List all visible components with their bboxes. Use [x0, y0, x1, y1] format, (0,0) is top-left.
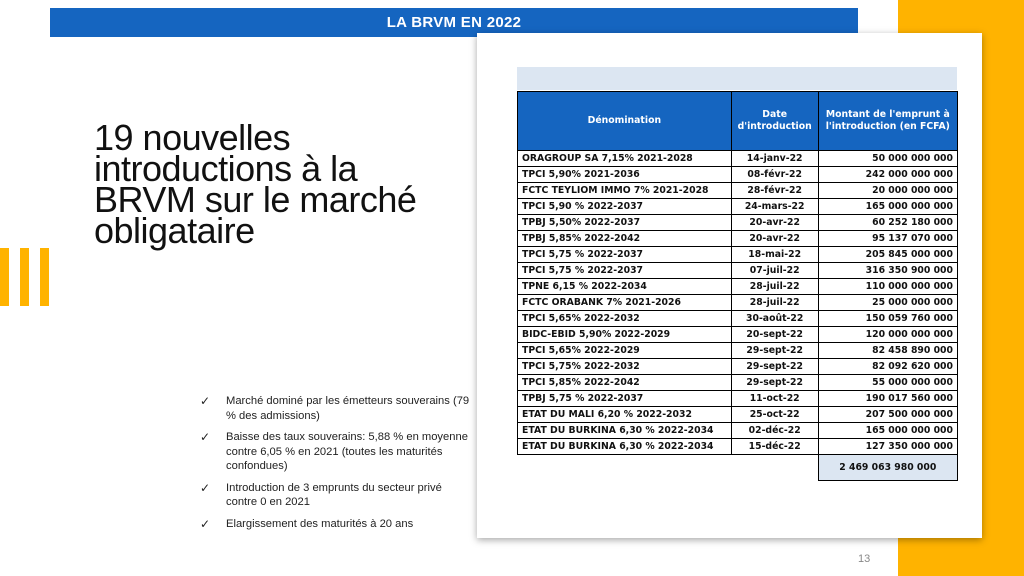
table-body [518, 151, 958, 455]
bullet-item [200, 517, 470, 532]
intro-date-cell: 28-juil-22 [731, 295, 818, 311]
column-header: Date d'introduction [731, 92, 818, 151]
table-row [518, 151, 958, 167]
header-title: LA BRVM EN 2022 [386, 14, 522, 31]
intro-date-cell: 20-avr-22 [731, 215, 818, 231]
intro-date-cell: 07-juil-22 [731, 263, 818, 279]
intro-date-cell: 02-déc-22 [731, 423, 818, 439]
amount-cell: 20 000 000 000 [818, 183, 957, 199]
intro-date-cell: 08-févr-22 [731, 167, 818, 183]
intro-date-cell: 29-sept-22 [731, 359, 818, 375]
bond-name-cell: TPBJ 5,50% 2022-2037 [518, 215, 732, 231]
bond-name-cell: ETAT DU BURKINA 6,30 % 2022-2034 [518, 439, 732, 455]
column-header: Dénomination [518, 92, 732, 151]
table-row [518, 167, 958, 183]
bond-name-cell: TPCI 5,90% 2021-2036 [518, 167, 732, 183]
table-row [518, 247, 958, 263]
intro-date-cell: 24-mars-22 [731, 199, 818, 215]
total-spacer [731, 455, 818, 481]
amount-cell: 127 350 000 000 [818, 439, 957, 455]
intro-date-cell: 14-janv-22 [731, 151, 818, 167]
table-row [518, 359, 958, 375]
bond-name-cell: FCTC TEYLIOM IMMO 7% 2021-2028 [518, 183, 732, 199]
checkmark-icon: ✓ [200, 480, 211, 495]
table-row [518, 327, 958, 343]
bond-name-cell: TPCI 5,75% 2022-2032 [518, 359, 732, 375]
bond-name-cell: TPNE 6,15 % 2022-2034 [518, 279, 732, 295]
amount-cell: 207 500 000 000 [818, 407, 957, 423]
table-row [518, 407, 958, 423]
amount-cell: 95 137 070 000 [818, 231, 957, 247]
bond-name-cell: TPCI 5,75 % 2022-2037 [518, 247, 732, 263]
amount-cell: 110 000 000 000 [818, 279, 957, 295]
intro-date-cell: 20-avr-22 [731, 231, 818, 247]
decorative-bar [0, 248, 9, 306]
checkmark-icon: ✓ [200, 430, 211, 444]
table-row [518, 391, 958, 407]
intro-date-cell: 18-mai-22 [731, 247, 818, 263]
total-spacer [518, 455, 732, 481]
bullet-list [200, 394, 470, 538]
table-row [518, 263, 958, 279]
table-top-strip [517, 67, 957, 90]
amount-cell: 165 000 000 000 [818, 423, 957, 439]
amount-cell: 25 000 000 000 [818, 295, 957, 311]
table-row [518, 423, 958, 439]
amount-cell: 165 000 000 000 [818, 199, 957, 215]
total-row [518, 455, 958, 481]
bullet-item [200, 481, 470, 510]
amount-cell: 205 845 000 000 [818, 247, 957, 263]
table-row [518, 231, 958, 247]
intro-date-cell: 11-oct-22 [731, 391, 818, 407]
intro-date-cell: 29-sept-22 [731, 375, 818, 391]
bond-name-cell: ETAT DU MALI 6,20 % 2022-2032 [518, 407, 732, 423]
bullet-text: Introduction de 3 emprunts du secteur privé contre 0 en 2021 [226, 481, 442, 508]
table-row [518, 311, 958, 327]
bullet-item [200, 430, 470, 474]
bond-name-cell: ETAT DU BURKINA 6,30 % 2022-2034 [518, 423, 732, 439]
decorative-bar [40, 248, 49, 306]
table-row [518, 295, 958, 311]
bullet-text: Elargissement des maturités à 20 ans [226, 517, 414, 530]
amount-cell: 190 017 560 000 [818, 391, 957, 407]
intro-date-cell: 25-oct-22 [731, 407, 818, 423]
bond-name-cell: TPCI 5,85% 2022-2042 [518, 375, 732, 391]
decorative-bar [20, 248, 29, 306]
bond-name-cell: TPCI 5,65% 2022-2032 [518, 311, 732, 327]
bond-introductions-table [517, 91, 958, 481]
bond-name-cell: TPCI 5,65% 2022-2029 [518, 343, 732, 359]
intro-date-cell: 28-févr-22 [731, 183, 818, 199]
intro-date-cell: 28-juil-22 [731, 279, 818, 295]
bond-name-cell: BIDC-EBID 5,90% 2022-2029 [518, 327, 732, 343]
table-header-row [518, 92, 958, 151]
intro-date-cell: 15-déc-22 [731, 439, 818, 455]
bullet-text: Marché dominé par les émetteurs souverains (79 % des admissions) [226, 395, 470, 422]
amount-cell: 82 458 890 000 [818, 343, 957, 359]
intro-date-cell: 30-août-22 [731, 311, 818, 327]
bullet-item [200, 394, 470, 423]
column-header: Montant de l'emprunt à l'introduction (en FCFA) [818, 92, 957, 151]
intro-date-cell: 20-sept-22 [731, 327, 818, 343]
intro-date-cell: 29-sept-22 [731, 343, 818, 359]
page-number: 13 [858, 553, 871, 565]
amount-cell: 150 059 760 000 [818, 311, 957, 327]
slide-title: 19 nouvelles introductions à la BRVM sur le marché obligataire [94, 117, 417, 251]
table-row [518, 215, 958, 231]
table-row [518, 375, 958, 391]
bond-name-cell: TPCI 5,90 % 2022-2037 [518, 199, 732, 215]
amount-cell: 120 000 000 000 [818, 327, 957, 343]
bond-name-cell: TPCI 5,75 % 2022-2037 [518, 263, 732, 279]
table-row [518, 183, 958, 199]
amount-cell: 82 092 620 000 [818, 359, 957, 375]
amount-cell: 55 000 000 000 [818, 375, 957, 391]
bond-name-cell: TPBJ 5,85% 2022-2042 [518, 231, 732, 247]
amount-cell: 316 350 900 000 [818, 263, 957, 279]
table-row [518, 279, 958, 295]
table-row [518, 199, 958, 215]
amount-cell: 50 000 000 000 [818, 151, 957, 167]
amount-cell: 242 000 000 000 [818, 167, 957, 183]
bond-name-cell: ORAGROUP SA 7,15% 2021-2028 [518, 151, 732, 167]
bond-name-cell: FCTC ORABANK 7% 2021-2026 [518, 295, 732, 311]
checkmark-icon: ✓ [200, 516, 211, 531]
table-row [518, 343, 958, 359]
bond-name-cell: TPBJ 5,75 % 2022-2037 [518, 391, 732, 407]
checkmark-icon: ✓ [200, 394, 211, 408]
amount-cell: 60 252 180 000 [818, 215, 957, 231]
table-row [518, 439, 958, 455]
bullet-text: Baisse des taux souverains: 5,88 % en moyenne contre 6,05 % en 2021 (toutes les maturités confondues) [226, 431, 468, 472]
total-value: 2 469 063 980 000 [818, 455, 957, 481]
